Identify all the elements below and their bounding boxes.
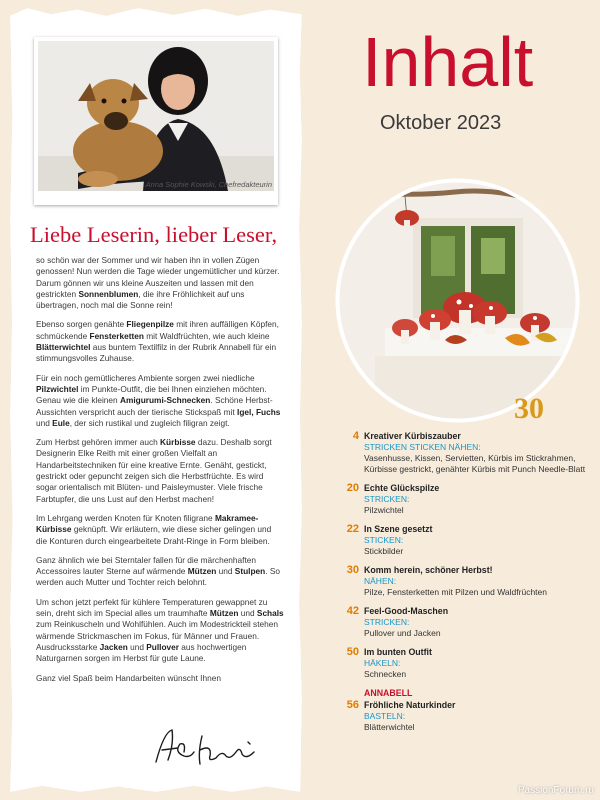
- toc-title: Echte Glückspilze: [364, 483, 440, 493]
- editor-photo: [34, 37, 278, 205]
- toc-entry[interactable]: [330, 687, 595, 733]
- toc-category: NÄHEN:: [364, 576, 397, 586]
- letter-paragraph: Ganz ähnlich wie bei Sterntaler fallen für die märchenhaften Accessoires lauter Sterne auf wärmende Mützen und Stulpen. So werden auch Mutter und Tochter reich belohnt.: [36, 554, 280, 588]
- toc-page-number: 56: [346, 699, 359, 711]
- toc-category: STRICKEN:: [364, 494, 410, 504]
- toc-title: In Szene gesetzt: [364, 524, 433, 534]
- letter-closing: Ganz viel Spaß beim Handarbeiten wünscht Ihnen: [36, 672, 221, 683]
- letter-paragraph: Ebenso sorgen genähte Fliegenpilze mit ihren auffälligen Köpfen, schmückende Fensterketten mit Waldfrüchten, wie auch kleine Blätterwichtel aus buntem Textilfilz in der Rubrik Annabell für ein stimmungsvolles Zuhause.: [36, 319, 279, 364]
- toc-description: Pilzwichtel: [364, 505, 404, 515]
- feature-photo-circle: [335, 178, 580, 423]
- toc-title: Fröhliche Naturkinder: [364, 700, 456, 710]
- toc-page-number: 30: [346, 564, 359, 576]
- photo-caption: Anna Sophie Kowski, Chefredakteurin: [145, 180, 272, 189]
- toc-description: Blätterwichtel: [364, 722, 415, 732]
- toc-description: Schnecken: [364, 669, 407, 679]
- issue-date: Oktober 2023: [380, 112, 502, 134]
- toc-description: Stickbilder: [364, 546, 404, 556]
- editor-photo-image: [38, 41, 274, 191]
- page-title: Inhalt: [362, 23, 534, 101]
- toc-title: Feel-Good-Maschen: [364, 606, 449, 616]
- toc-category: STRICKEN STICKEN NÄHEN:: [364, 442, 481, 452]
- signature-icon: [150, 722, 270, 772]
- editor-letter: [36, 255, 284, 692]
- toc-page-number: 22: [346, 523, 359, 535]
- feature-page-number: 30: [514, 392, 544, 425]
- toc-page-number: 20: [346, 482, 359, 494]
- toc-section-kicker: ANNABELL: [364, 688, 413, 698]
- toc-category: HÄKELN:: [364, 658, 401, 668]
- toc-category: STRICKEN:: [364, 617, 410, 627]
- letter-paragraph: Um schon jetzt perfekt für kühlere Temperaturen gewappnet zu sein, dreht sich im Special alles um traumhafte Mützen und Schals zum Reinkuscheln und Wohlfühlen. Auch im Modestrickteil stehen wärmende Strickmaschen im Fokus, für Männer und Frauen. Ausdrucksstarke Jacken und Pullover aus hochwertigen Naturgarnen sorgen im Herbst für gute Laune.: [36, 596, 284, 664]
- letter-headline: Liebe Leserin, lieber Leser,: [30, 222, 278, 247]
- toc-entry[interactable]: [330, 430, 595, 475]
- toc-title: Im bunten Outfit: [364, 647, 432, 657]
- toc-entry[interactable]: [330, 646, 595, 680]
- toc-description: Pullover und Jacken: [364, 628, 441, 638]
- letter-paragraph: Für ein noch gemütlicheres Ambiente sorgen zwei niedliche Pilzwichtel im Punkte-Outfit, die bei Ihnen einziehen möchten. Genau wie die kleinen Amigurumi-Schnecken. Schöne Herbst-Aussichten verspricht auch der tierische Stickspaß mit Igel, Fuchs und Eule, der sich rustikal und zugleich filigran zeigt.: [36, 372, 281, 428]
- letter-paragraph: Zum Herbst gehören immer auch Kürbisse dazu. Deshalb sorgt Designerin Elke Reith mit einer großen Vielfalt an Handarbeitstechniken für eine kreative Ernte. Genäht, gestickt, gestrickt oder gepuncht zeigen sich die Herbstfrüchte. Es wird sogar orientalisch mit Blüten- und Paisleymuster. Viele frische Farbtupfer, die uns Lust auf den Herbst machen!: [36, 437, 272, 504]
- toc-title: Komm herein, schöner Herbst!: [364, 565, 493, 575]
- toc-description: Pilze, Fensterketten mit Pilzen und Waldfrüchten: [364, 587, 547, 597]
- toc-page-number: 50: [346, 646, 359, 658]
- toc-entry[interactable]: [330, 564, 595, 598]
- table-of-contents: [330, 430, 595, 740]
- letter-paragraph: so schön war der Sommer und wir haben ihn in vollen Zügen genossen! Nun werden die Tage wieder ungemütlicher und kürzer. Darum gönnen wir uns kleine Auszeiten und lassen mit den gestrickten Sonnenblumen, die ihre Fröhlichkeit auf uns übertragen, noch mal die Sonne rein!: [36, 255, 280, 311]
- toc-page-number: 4: [352, 430, 359, 442]
- toc-entry[interactable]: [330, 605, 595, 639]
- watermark: PassionForum.ru: [517, 785, 594, 796]
- toc-entry[interactable]: [330, 523, 595, 557]
- toc-entry[interactable]: [330, 482, 595, 516]
- toc-title: Kreativer Kürbiszauber: [364, 431, 461, 441]
- toc-page-number: 42: [346, 605, 359, 617]
- letter-paragraph: Im Lehrgang werden Knoten für Knoten filigrane Makramee-Kürbisse geknüpft. Wir erläutern, wie diese sicher gelingen und die Konturen durch eingearbeitete Draht-Ringe in Form bleiben.: [36, 512, 272, 546]
- toc-description: Vasenhusse, Kissen, Servietten, Kürbis im Stickrahmen, Kürbisse gestrickt, genähter Kürbis mit Punch Needle-Blatt: [364, 453, 586, 474]
- toc-category: STICKEN:: [364, 535, 404, 545]
- toc-category: BASTELN:: [364, 711, 406, 721]
